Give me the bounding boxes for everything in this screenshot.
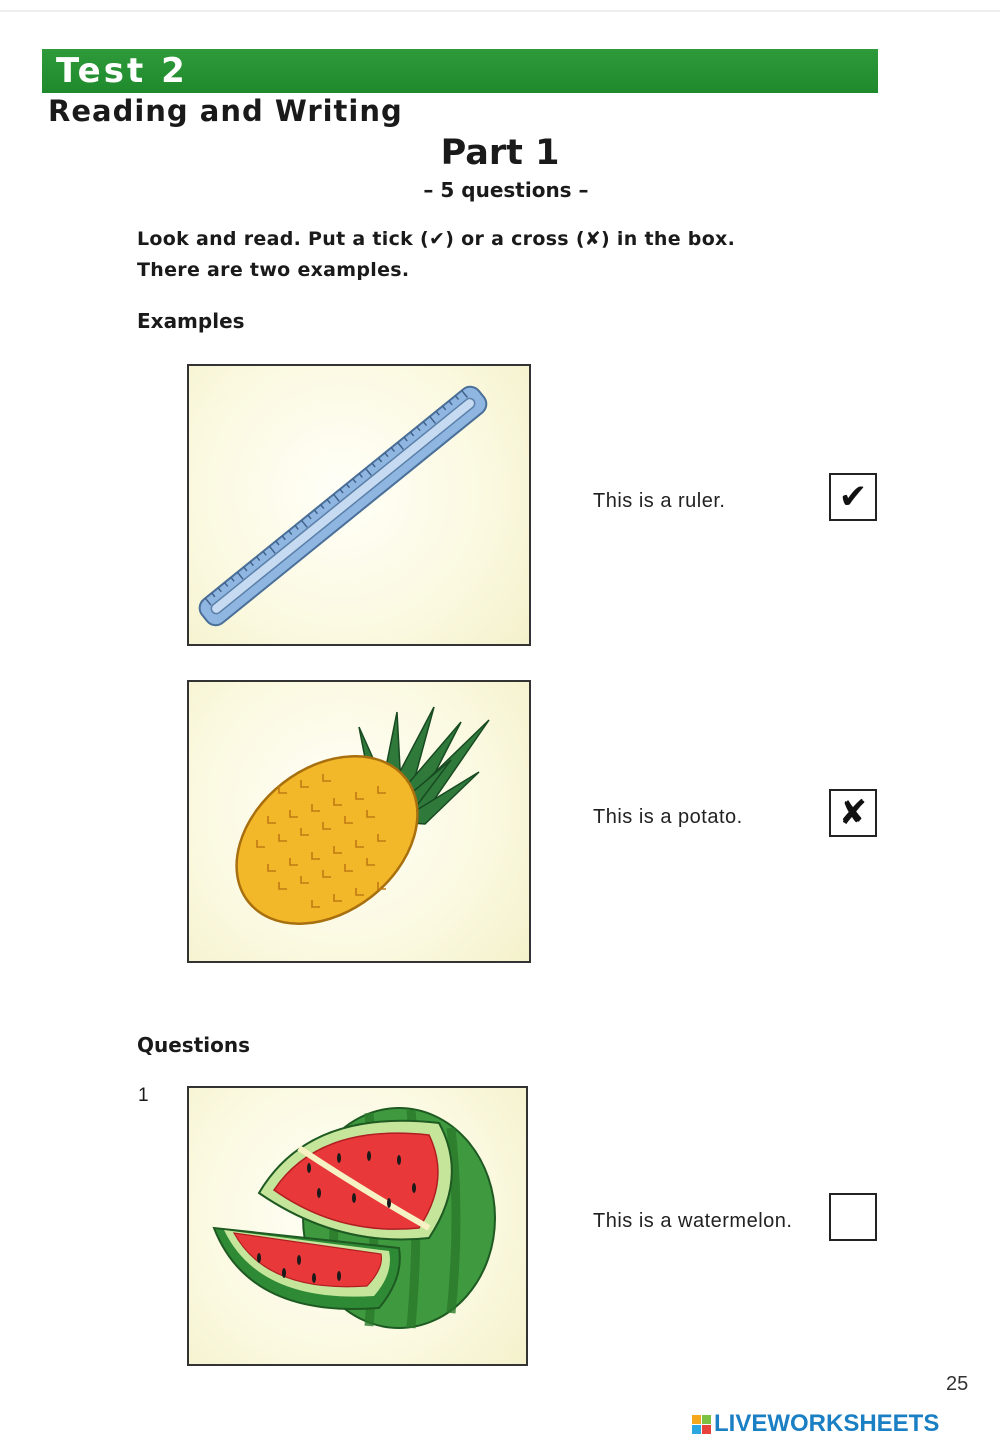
page-number: 25	[946, 1373, 969, 1395]
pineapple-illustration	[189, 682, 529, 961]
melon-seed	[387, 1198, 391, 1208]
brand-name: LIVEWORKSHEETS	[714, 1410, 940, 1437]
questions-label: Questions	[137, 1033, 251, 1057]
test-banner	[42, 49, 878, 93]
watermelon-illustration	[189, 1088, 526, 1364]
example-2-answer-box: ✘	[829, 789, 877, 837]
page-edge	[0, 10, 1000, 12]
ruler-illustration	[189, 366, 529, 644]
instruction-line-1: Look and read. Put a tick (✔) or a cross (✘) in the box.	[137, 228, 736, 250]
section-subtitle: Reading and Writing	[48, 94, 403, 128]
ruler-picture	[187, 364, 531, 646]
melon-seed	[352, 1193, 356, 1203]
logo-square	[702, 1415, 711, 1424]
melon-seed	[337, 1271, 341, 1281]
melon-seed	[337, 1153, 341, 1163]
part-subtitle: – 5 questions –	[423, 178, 589, 202]
liveworksheets-brand	[692, 1409, 939, 1439]
melon-seed	[307, 1163, 311, 1173]
melon-seed	[412, 1183, 416, 1193]
question-1-sentence: This is a watermelon.	[593, 1210, 793, 1232]
logo-square	[692, 1415, 701, 1424]
melon-seed	[257, 1253, 261, 1263]
question-1-answer-box[interactable]	[829, 1193, 877, 1241]
melon-seed	[312, 1273, 316, 1283]
logo-square	[702, 1425, 711, 1434]
melon-seed	[297, 1255, 301, 1265]
liveworksheets-logo-icon	[692, 1415, 711, 1434]
question-1-number: 1	[138, 1085, 149, 1106]
logo-square	[692, 1425, 701, 1434]
examples-label: Examples	[137, 309, 245, 333]
example-1-sentence: This is a ruler.	[593, 490, 726, 512]
watermelon-picture	[187, 1086, 528, 1366]
example-2-sentence: This is a potato.	[593, 806, 743, 828]
example-1-answer-box: ✔	[829, 473, 877, 521]
melon-seed	[397, 1155, 401, 1165]
instruction-line-2: There are two examples.	[137, 259, 410, 281]
melon-seed	[367, 1151, 371, 1161]
pineapple-picture	[187, 680, 531, 963]
banner-title: Test 2	[56, 51, 188, 91]
melon-seed	[317, 1188, 321, 1198]
melon-seed	[282, 1268, 286, 1278]
part-title: Part 1	[440, 133, 560, 173]
